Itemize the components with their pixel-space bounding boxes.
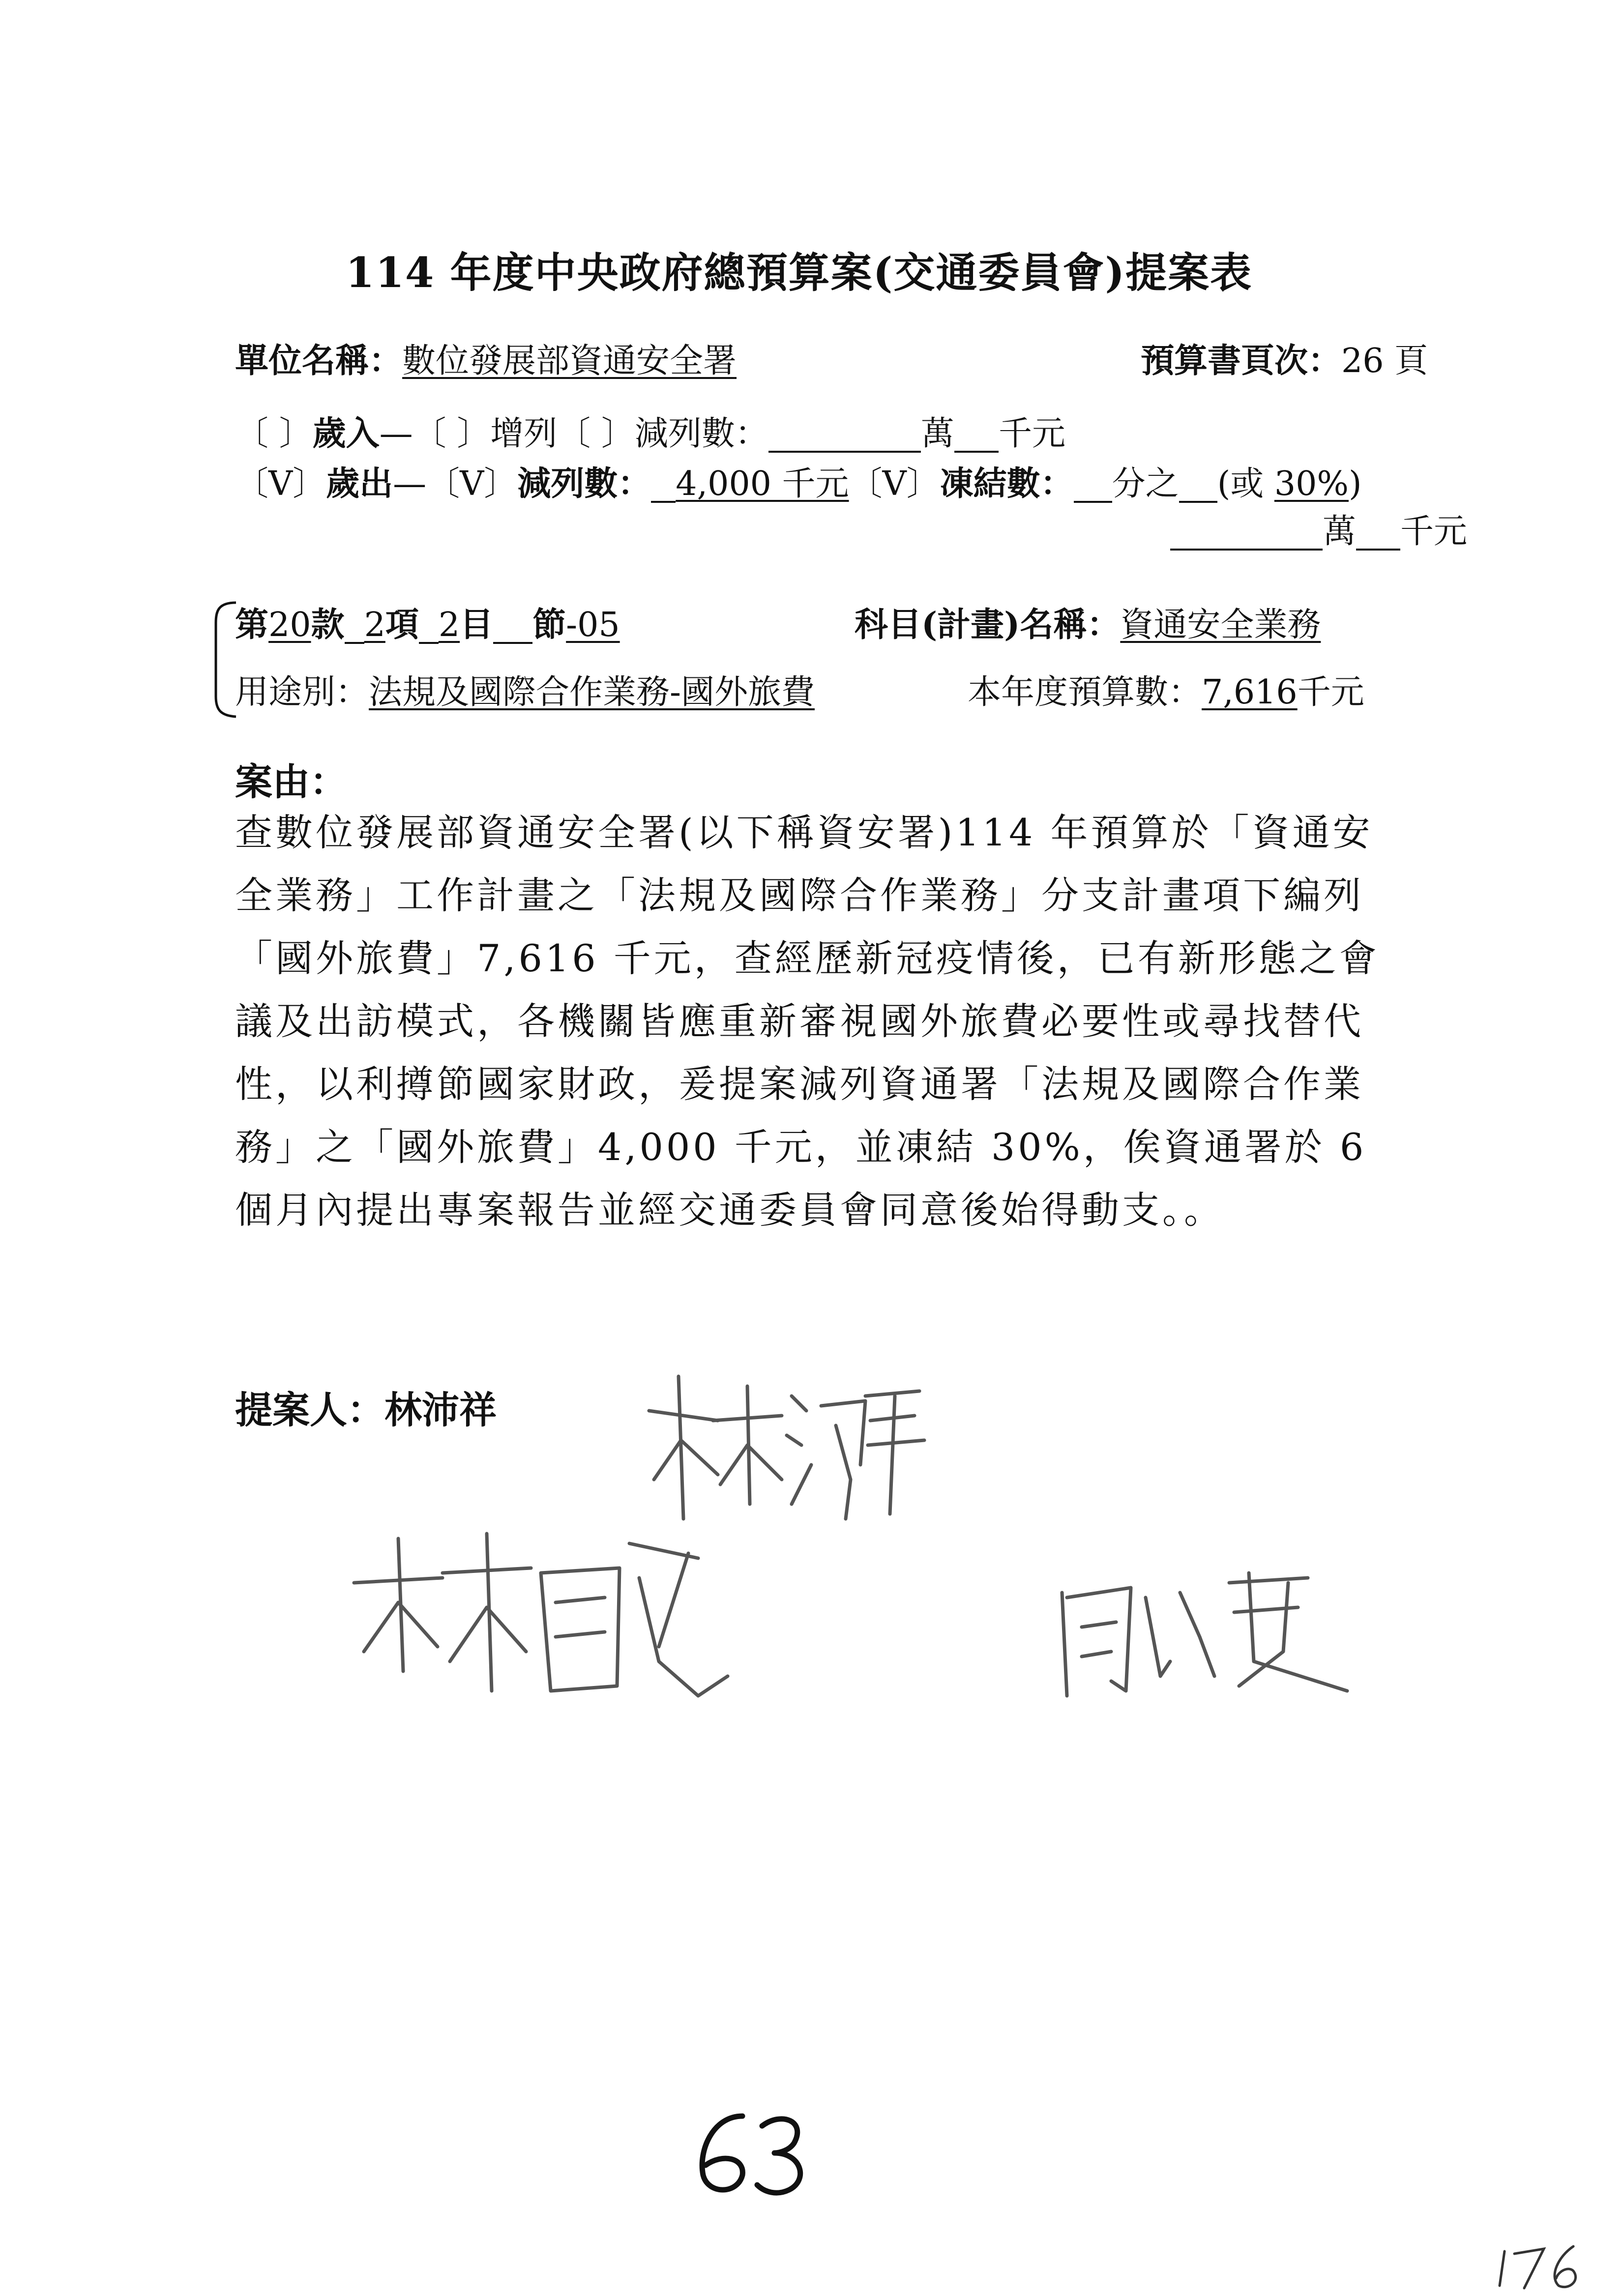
expense-dash: — [393,465,427,503]
freeze-percent: 30% [1274,465,1349,503]
page-ref-label: 預算書頁次： [1141,341,1342,380]
proposer-name: 林沛祥 [384,1388,497,1432]
revenue-blank-thousand [954,417,999,453]
expense-checkbox: 〔V〕 [235,465,326,503]
fraction-label: 分之 [1112,465,1179,503]
freeze-label: 凍結數： [940,464,1074,503]
unit-label: 單位名稱： [235,341,403,380]
expense-row [235,464,1362,503]
mu-number: 2 [438,606,460,644]
budget-value: 7,616 [1202,673,1298,712]
usage-label: 用途別： [235,673,369,712]
signature-2-image [344,1524,738,1711]
kuan-number: 20 [268,606,311,644]
reason-heading: 案由： [235,760,347,804]
budget-row [968,673,1364,712]
xiang-label: 項 [385,605,419,644]
expense-blank-thousand [1356,515,1400,551]
budget-unit: 千元 [1297,673,1364,712]
page-number-image [683,2106,821,2200]
unit-row [235,341,737,380]
page-ref-value: 26 頁 [1341,342,1428,380]
xiang-number: 2 [364,606,385,644]
account-di: 第 [235,605,269,644]
reason-text: 查數位發展部資通安全署(以下稱資安署)114 年預算於「資通安全業務」工作計畫之「法規及國際合作業務」分支計畫項下編列「國外旅費」7,616 千元，查經歷新冠疫情後，已有新形態之會議及出訪模式，各機關皆應重新審視國外旅費必要性或尋找替代性，以利撙節國家財政，爰提案減列資通署「法規及國際合作業務」之「國外旅費」4,000 千元，並凍結 30%，俟資通署於 6 個月內提出專案報告並經交通委員會同意後始得動支。。 [235,811,1380,1232]
decrease-checkbox: 〔 〕 [557,414,635,453]
left-bracket [209,601,238,719]
expense-blank-pad [651,467,676,503]
subject-row [855,605,1435,644]
account-row [235,605,620,644]
budget-label: 本年度預算數： [968,673,1202,712]
xiang-pad [345,609,364,644]
proposer-row [235,1380,497,1434]
expense-row-2 [1170,512,1468,551]
or-open: (或 [1217,465,1274,503]
subject-label: 科目(計畫)名稱： [855,605,1121,644]
usage-row [235,673,815,712]
freeze-blank-denominator [1074,467,1112,503]
expense-thousand-label: 千元 [1400,512,1468,551]
kuan-label: 款 [311,605,345,644]
increase-label: 增列 [490,414,558,453]
proposer-label: 提案人： [235,1388,384,1432]
revenue-label: 歲入 [312,414,380,453]
expense-wan-label: 萬 [1323,512,1357,551]
wan-label: 萬 [920,414,954,453]
signature-3-image [1052,1563,1357,1711]
expense-blank-wan [1170,515,1323,551]
mu-label: 目 [460,605,494,644]
jie-blank [493,609,532,644]
revenue-blank-wan [768,417,921,453]
increase-checkbox: 〔 〕 [413,414,491,453]
freeze-checkbox: 〔V〕 [849,465,940,503]
usage-value: 法規及國際合作業務-國外旅費 [369,673,815,712]
page-title: 114 年度中央政府總預算案(交通委員會)提案表 [346,248,1253,297]
revenue-dash: — [379,414,413,453]
mu-pad [419,609,439,644]
subject-value: 資通安全業務 [1120,606,1321,644]
revenue-row [235,414,1065,453]
decrease-label: 減列數： [634,414,768,453]
jie-label: 節 [532,605,566,644]
or-close: ) [1348,465,1362,503]
expense-decrease-value: 4,000 千元 [676,465,849,503]
thousand-label: 千元 [998,414,1065,453]
corner-number-image [1495,2241,1593,2291]
unit-value: 數位發展部資通安全署 [402,342,737,380]
page-ref-row [1141,341,1428,380]
expense-decrease-checkbox: 〔V〕 [426,465,518,503]
revenue-checkbox: 〔 〕 [235,414,313,453]
freeze-blank-numerator [1179,467,1217,503]
expense-label: 歲出 [326,464,393,503]
expense-decrease-label: 減列數： [517,464,651,503]
jie-number: -05 [566,606,620,644]
